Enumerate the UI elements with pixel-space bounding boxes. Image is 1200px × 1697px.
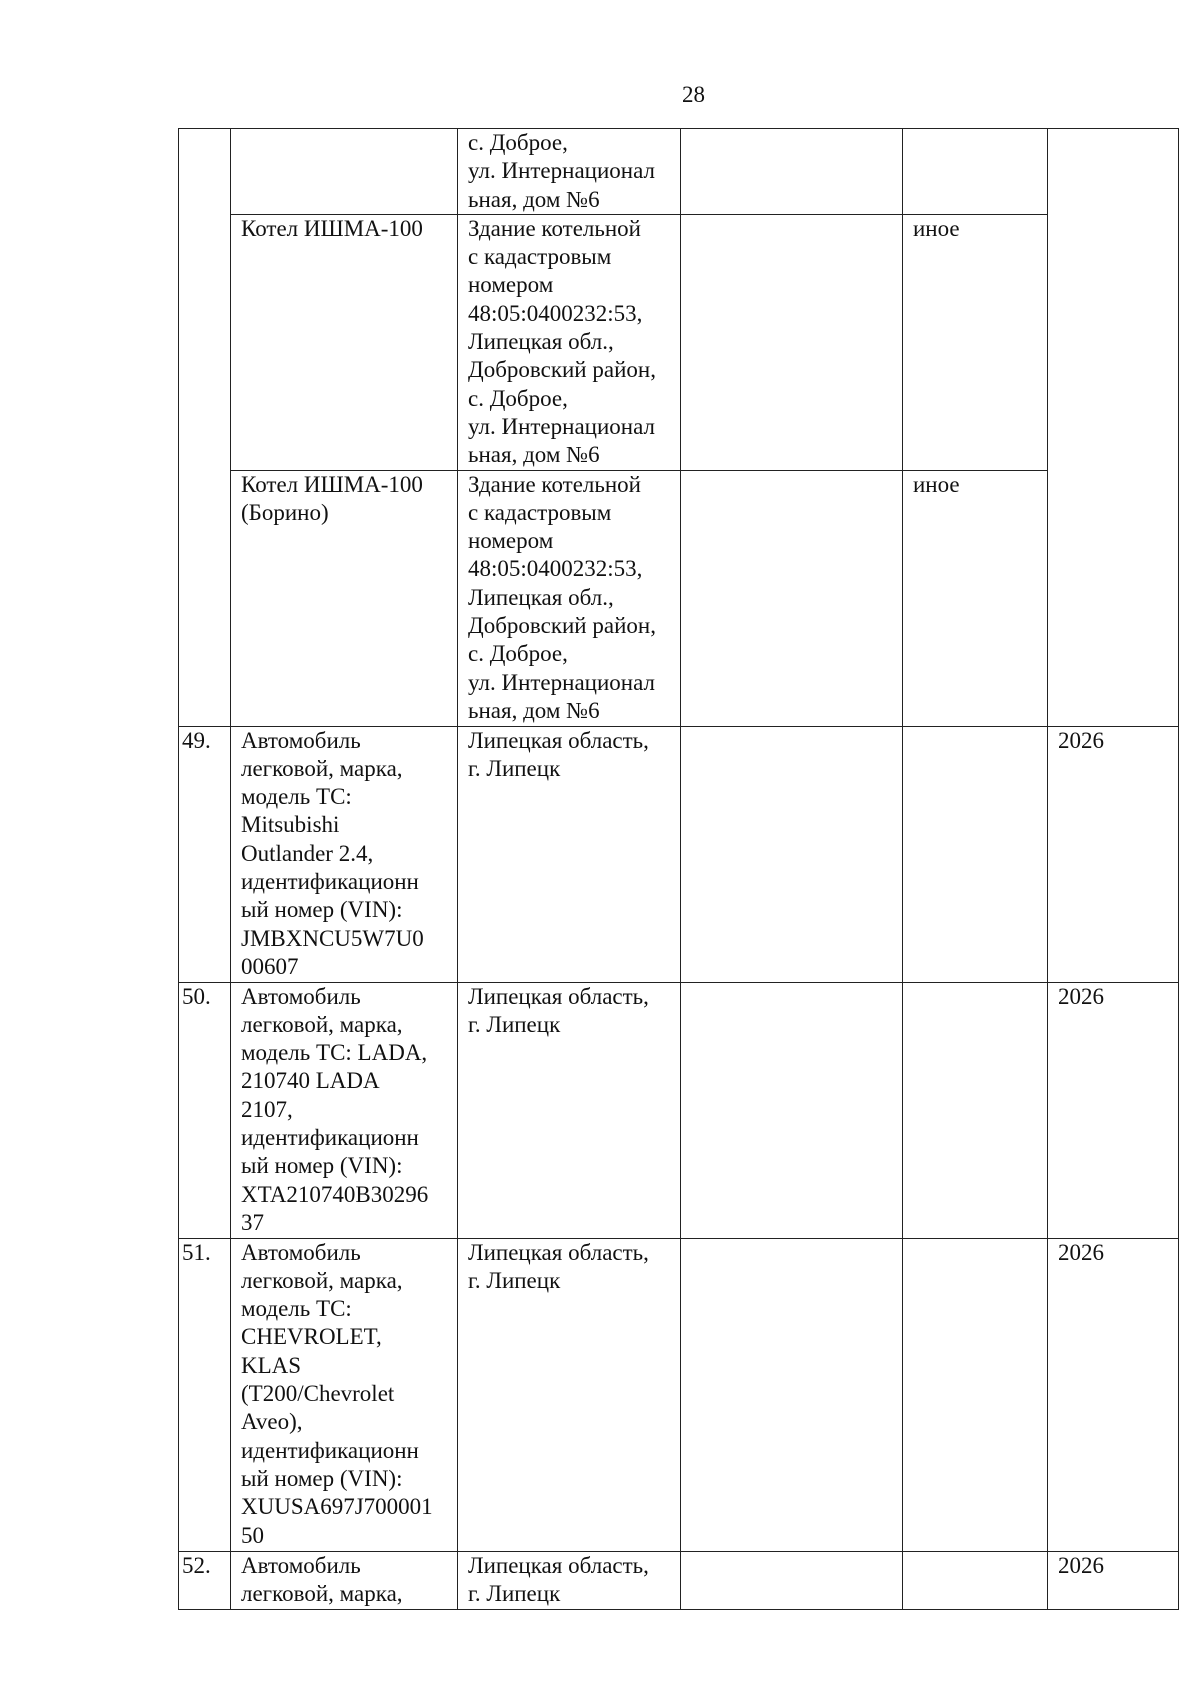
empty-cell (681, 470, 903, 726)
empty-cell (681, 1551, 903, 1609)
table-row (179, 129, 1179, 215)
row-number-cell: 50. (179, 982, 231, 1238)
year-cell: 2026 (1048, 982, 1179, 1238)
location-cell: Липецкая область, г. Липецк (458, 982, 681, 1238)
year-cell (1048, 129, 1179, 727)
year-cell: 2026 (1048, 1238, 1179, 1551)
location-cell: Здание котельной с кадастровым номером 48:05:0400232:53, Липецкая обл., Добровский район, с. Доброе, ул. Интернационал ьная, дом №6 (458, 470, 681, 726)
type-cell (903, 1551, 1048, 1609)
row-number-cell (179, 129, 231, 727)
item-name-cell: Автомобиль легковой, марка, модель ТС: Mitsubishi Outlander 2.4, идентификационн ый номер (VIN): JMBXNCU5W7U0 00607 (231, 726, 458, 982)
type-cell (903, 982, 1048, 1238)
empty-cell (681, 1238, 903, 1551)
row-number-cell: 51. (179, 1238, 231, 1551)
location-cell: с. Доброе, ул. Интернационал ьная, дом №6 (458, 129, 681, 215)
item-name-cell: Котел ИШМА-100 (231, 214, 458, 470)
item-name-cell: Автомобиль легковой, марка, модель ТС: LADA, 210740 LADA 2107, идентификационн ый номер (VIN): XTA210740B30296 37 (231, 982, 458, 1238)
type-cell (903, 1238, 1048, 1551)
row-number-cell: 49. (179, 726, 231, 982)
row-number-cell: 52. (179, 1551, 231, 1609)
type-cell: иное (903, 214, 1048, 470)
table-row (179, 214, 1179, 470)
page-number: 28 (682, 82, 705, 107)
table-row (179, 1238, 1179, 1551)
item-name-cell: Котел ИШМА-100 (Борино) (231, 470, 458, 726)
property-table (178, 128, 1179, 1610)
year-cell: 2026 (1048, 1551, 1179, 1609)
empty-cell (681, 726, 903, 982)
year-cell: 2026 (1048, 726, 1179, 982)
table-row (179, 470, 1179, 726)
table-row (179, 982, 1179, 1238)
location-cell: Липецкая область, г. Липецк (458, 726, 681, 982)
table-row (179, 726, 1179, 982)
location-cell: Здание котельной с кадастровым номером 48:05:0400232:53, Липецкая обл., Добровский район, с. Доброе, ул. Интернационал ьная, дом №6 (458, 214, 681, 470)
location-cell: Липецкая область, г. Липецк (458, 1551, 681, 1609)
item-name-cell: Автомобиль легковой, марка, модель ТС: CHEVROLET, KLAS (T200/Chevrolet Aveo), идентификационн ый номер (VIN): XUUSA697J700001 50 (231, 1238, 458, 1551)
empty-cell (681, 129, 903, 215)
type-cell (903, 129, 1048, 215)
type-cell (903, 726, 1048, 982)
empty-cell (681, 214, 903, 470)
type-cell: иное (903, 470, 1048, 726)
item-name-cell (231, 129, 458, 215)
location-cell: Липецкая область, г. Липецк (458, 1238, 681, 1551)
empty-cell (681, 982, 903, 1238)
table-row (179, 1551, 1179, 1609)
item-name-cell: Автомобиль легковой, марка, (231, 1551, 458, 1609)
